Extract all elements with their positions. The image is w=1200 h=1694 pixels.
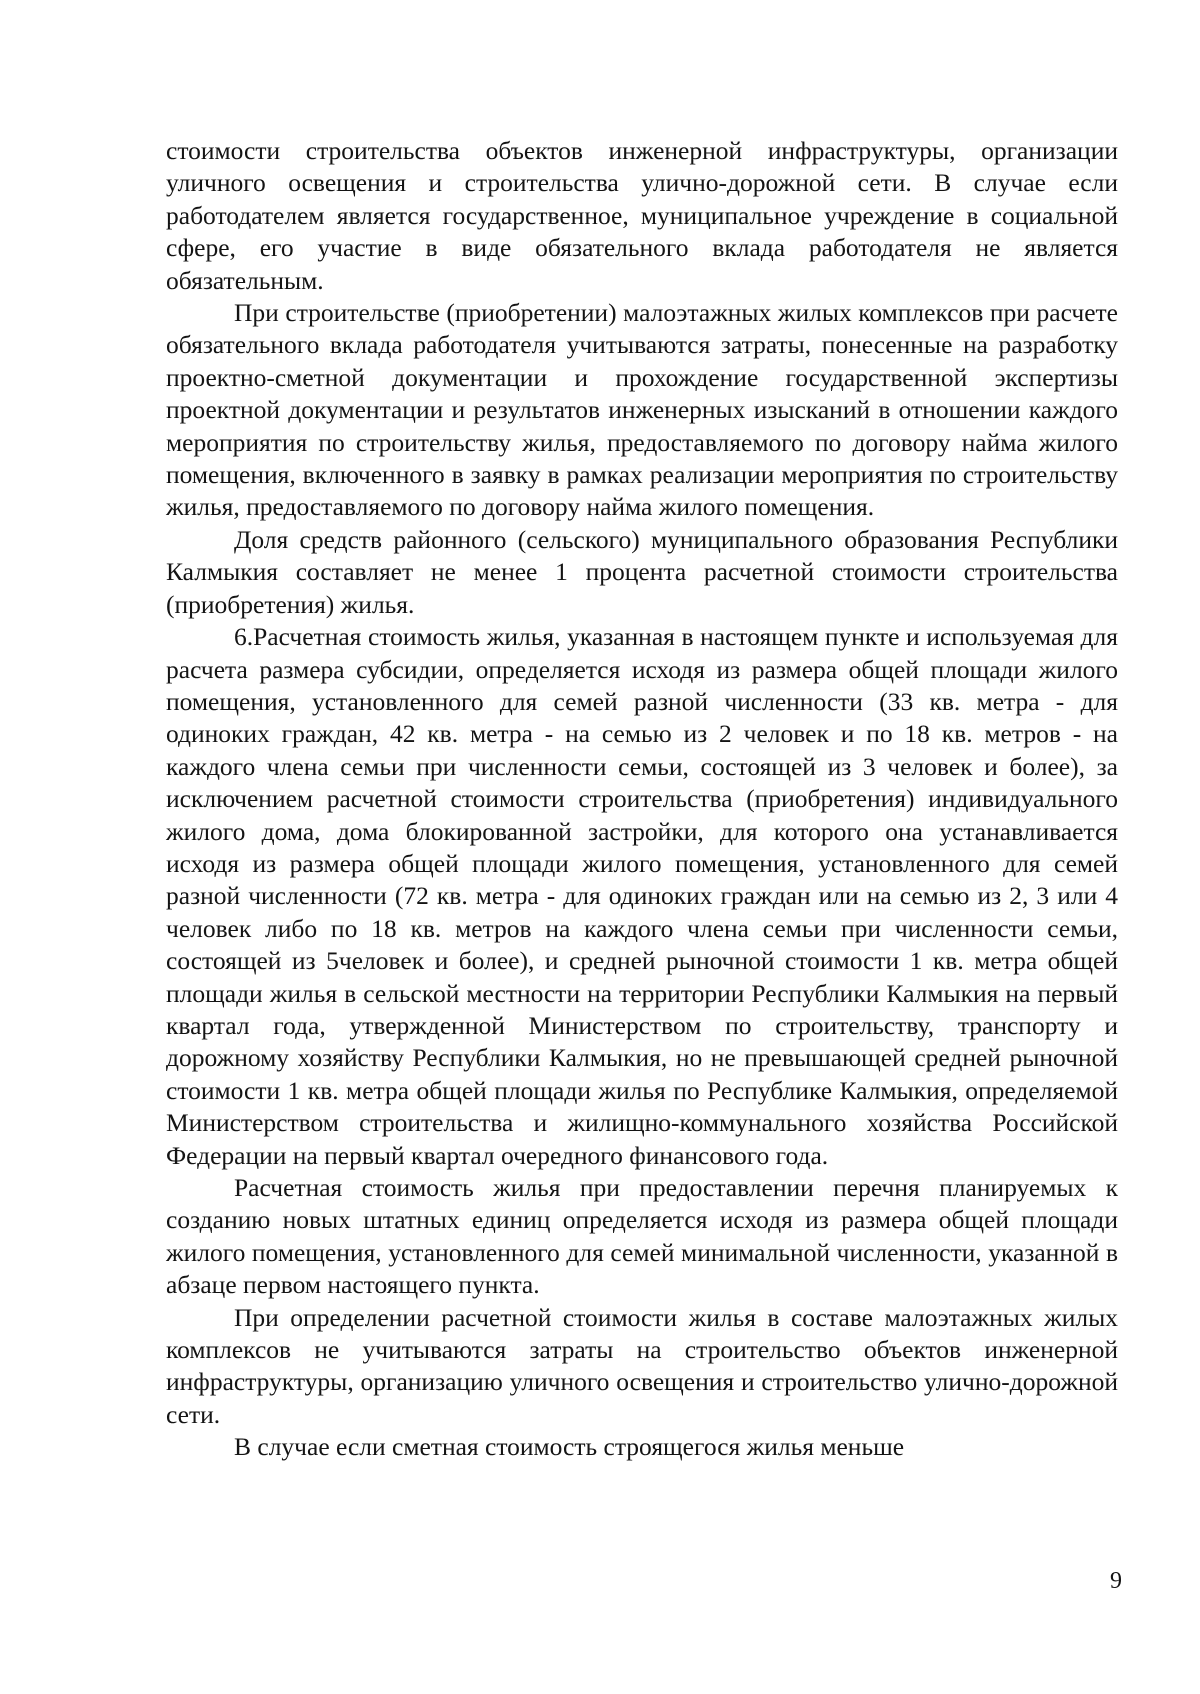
paragraph-6: При определении расчетной стоимости жилья в составе малоэтажных жилых комплексов не учитываются затраты на строительство объектов инженерной инфраструктуры, организацию уличного освещения и строительство улично-дорожной сети. <box>166 1302 1118 1429</box>
paragraph-3: Доля средств районного (сельского) муниципального образования Республики Калмыкия составляет не менее 1 процента расчетной стоимости строительства (приобретения) жилья. <box>166 524 1118 619</box>
document-body <box>166 135 1118 1464</box>
paragraph-2: При строительстве (приобретении) малоэтажных жилых комплексов при расчете обязательного вклада работодателя учитываются затраты, понесенные на разработку проектно-сметной документации и прохождение государственной экспертизы проектной документации и результатов инженерных изысканий в отношении каждого мероприятия по строительству жилья, предоставляемого по договору найма жилого помещения, включенного в заявку в рамках реализации мероприятия по строительству жилья, предоставляемого по договору найма жилого помещения. <box>166 298 1118 522</box>
paragraph-7: В случае если сметная стоимость строящегося жилья меньше <box>234 1432 905 1462</box>
paragraph-1: стоимости строительства объектов инженерной инфраструктуры, организации уличного освещения и строительства улично-дорожной сети. В случае если работодателем является государственное, муниципальное учреждение в социальной сфере, его участие в виде обязательного вклада работодателя не является обязательным. <box>166 136 1118 295</box>
paragraph-5: Расчетная стоимость жилья при предоставлении перечня планируемых к созданию новых штатных единиц определяется исходя из размера общей площади жилого помещения, установленного для семей минимальной численности, указанной в абзаце первом настоящего пункта. <box>166 1173 1118 1300</box>
paragraph-4: 6.Расчетная стоимость жилья, указанная в настоящем пункте и используемая для расчета размера субсидии, определяется исходя из размера общей площади жилого помещения, установленного для семей разной численности (33 кв. метра - для одиноких граждан, 42 кв. метра - на семью из 2 человек и по 18 кв. метров - на каждого члена семьи при численности семьи, состоящей из 3 человек и более), за исключением расчетной стоимости строительства (приобретения) индивидуального жилого дома, дома блокированной застройки, для которого она устанавливается исходя из размера общей площади жилого помещения, установленного для семей разной численности (72 кв. метра - для одиноких граждан или на семью из 2, 3 или 4 человек либо по 18 кв. метров на каждого члена семьи при численности семьи, состоящей из 5человек и более), и средней рыночной стоимости 1 кв. метра общей площади жилья в сельской местности на территории Республики Калмыкия на первый квартал года, утвержденной Министерством по строительству, транспорту и дорожному хозяйству Республики Калмыкия, но не превышающей средней рыночной стоимости 1 кв. метра общей площади жилья по Республике Калмыкия, определяемой Министерством строительства и жилищно-коммунального хозяйства Российской Федерации на первый квартал очередного финансового года. <box>166 622 1118 1170</box>
page-number: 9 <box>1110 1568 1122 1594</box>
